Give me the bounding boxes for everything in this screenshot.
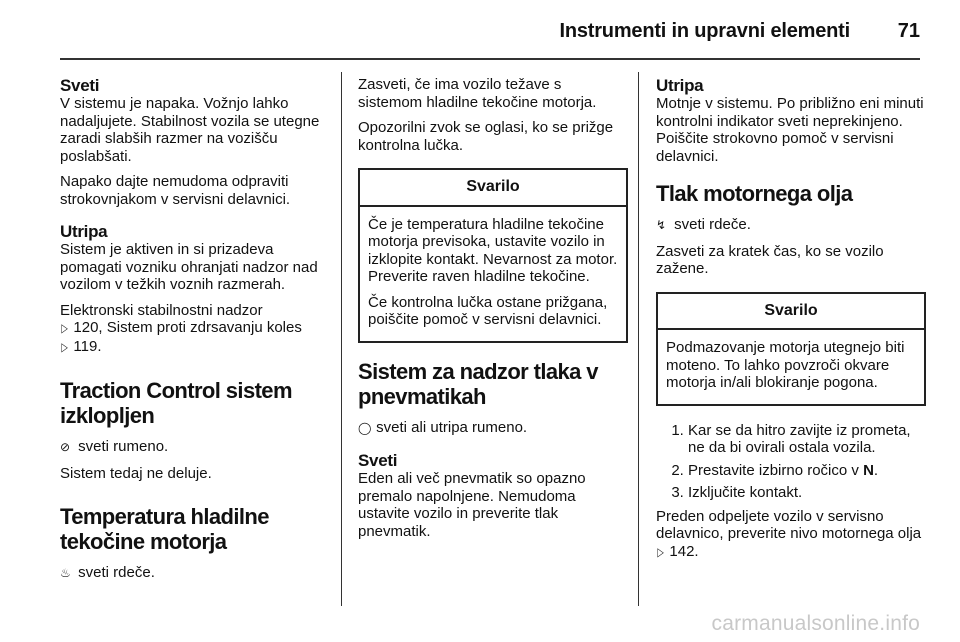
section-heading-traction: Traction Control sistem izklopljen [60,378,292,428]
warning-title: Svarilo [658,294,924,331]
column-divider [638,72,639,606]
paragraph: Opozorilni zvok se oglasi, ko se prižge kontrolna lučka. [358,119,614,154]
column-2 [358,76,628,548]
indicator-line: ↯ sveti rdeče. [656,216,751,233]
paragraph: V sistemu je napaka. Vožnjo lahko nadaljujete. Stabilnost vozila se utegne zaradi slabših razmer na vozišču poslabšati. [60,95,320,165]
paragraph: Sistem tedaj ne deluje. [60,464,212,482]
warning-box [656,292,926,406]
list-item: 2. Prestavite izbirno ročico v N. [688,462,926,480]
crossref-link[interactable]: 142. [669,542,699,560]
steps-list [656,422,926,502]
paragraph: Sistem je aktiven in si prizadeva pomagati vozniku ohranjati nadzor nad vozilom v težkih voznih razmerah. [60,241,318,293]
section-heading-tpms: Sistem za nadzor tlaka v pnevmatikah [358,358,598,409]
column-divider [341,72,342,606]
crossref-arrow-icon: ▷ [61,339,68,354]
indicator-line: ⊘ sveti rumeno. [60,438,169,455]
watermark: carmanualsonline.info [711,612,920,635]
paragraph: Zasveti za kratek čas, ko se vozilo zažene. [656,242,884,277]
paragraph: Eden ali več pnevmatik so opazno premalo napolnjene. Nemudoma ustavite vozilo in preverite tlak pnevmatik. [358,470,586,540]
coolant-temperature-icon: ♨ [60,566,71,580]
paragraph: Napako dajte nemudoma odpraviti strokovnjakom v servisni delavnici. [60,173,291,208]
page-header [0,0,960,62]
traction-off-icon: ⊘ [60,440,71,454]
paragraph: Zasveti, če ima vozilo težave s sistemom hladilne tekočine motorja. [358,76,597,111]
section-heading-oil: Tlak motornega olja [656,181,853,206]
subheading-sveti: Sveti [60,76,100,95]
warning-text: Podmazovanje motorja utegnejo biti moteno. To lahko povzroči okvare motorja in/ali blokiranje pogona. [666,339,905,391]
subheading-utripa: Utripa [60,222,108,241]
warning-text: Če kontrolna lučka ostane prižgana, poiščite pomoč v servisni delavnici. [368,293,608,328]
page-title: Instrumenti in upravni elementi [559,20,850,42]
paragraph-crossref: Elektronski stabilnostni nadzor ▷ 120, Sistem proti zdrsavanju koles ▷ 119. [60,301,302,355]
section-heading-coolant: Temperatura hladilne tekočine motorja [60,504,269,554]
page-number: 71 [897,20,920,42]
header-rule [60,58,920,60]
list-item: 1. Kar se da hitro zavijte iz prometa, ne da bi ovirali ostala vozila. [688,422,926,457]
warning-box [358,168,628,343]
list-item: 3. Izključite kontakt. [688,484,926,502]
indicator-line: ◯ sveti ali utripa rumeno. [358,418,528,436]
crossref-arrow-icon: ▷ [657,544,664,559]
subheading-utripa: Utripa [656,76,704,95]
tire-pressure-icon: ◯ [358,420,372,435]
paragraph: Motnje v sistemu. Po približno eni minuti kontrolni indikator sveti neprekinjeno. Poiščite strokovno pomoč v servisni delavnici. [656,95,924,165]
oil-can-icon: ↯ [656,218,667,232]
crossref-link[interactable]: 120, Sistem proti zdrsavanju koles [73,319,302,336]
subheading-sveti: Sveti [358,451,398,470]
column-1 [60,76,330,591]
column-3 [656,76,926,569]
paragraph-crossref: Preden odpeljete vozilo v servisno delavnico, preverite nivo motornega olja ▷ 142. [656,507,922,560]
crossref-arrow-icon: ▷ [61,321,68,335]
indicator-line: ♨ sveti rdeče. [60,564,155,581]
crossref-link[interactable]: 119. [73,337,102,355]
warning-title: Svarilo [360,170,626,207]
warning-text: Če je temperatura hladilne tekočine motorja previsoka, ustavite vozilo in izklopite kontakt. Nevarnost za motor. Preverite raven hladilne tekočine. [368,215,618,285]
